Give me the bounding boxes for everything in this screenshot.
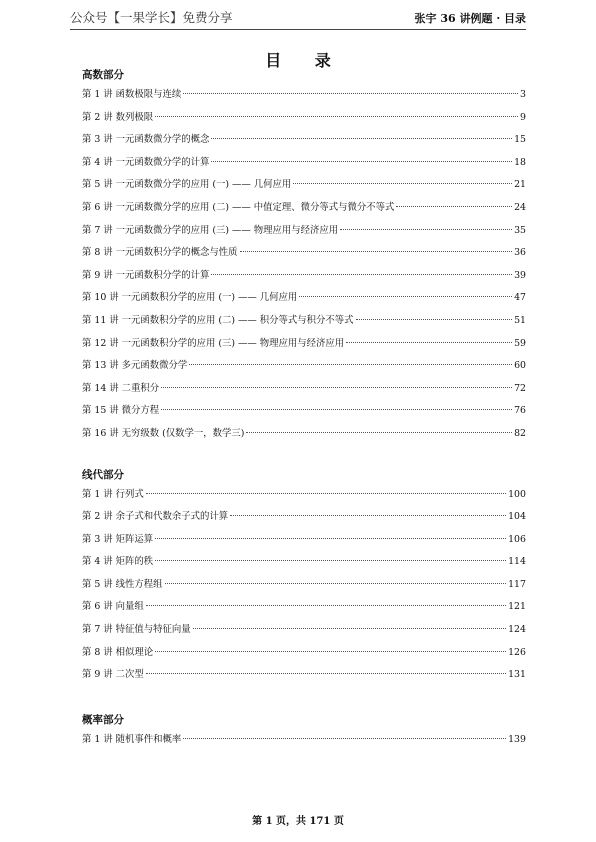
toc-entry[interactable]	[82, 242, 526, 265]
dot-leader	[230, 515, 506, 516]
toc-entry-page: 39	[514, 269, 526, 281]
toc-entry[interactable]	[82, 529, 526, 552]
toc-entry-label: 第 12 讲 一元函数积分学的应用 (三) —— 物理应用与经济应用	[82, 337, 345, 349]
toc-entry[interactable]	[82, 197, 526, 220]
toc-entry[interactable]	[82, 378, 526, 401]
toc-entry[interactable]	[82, 423, 526, 446]
header-source: 公众号【一果学长】免费分享	[70, 10, 233, 25]
toc-entry-page: 100	[508, 488, 526, 500]
toc-entry-label: 第 10 讲 一元函数积分学的应用 (一) —— 几何应用	[82, 292, 298, 304]
toc-entry-page: 3	[520, 89, 526, 100]
section-title: 概率部分	[82, 713, 124, 726]
toc-entry[interactable]	[82, 574, 526, 597]
toc-section-calculus	[82, 66, 526, 446]
dot-leader	[146, 673, 506, 674]
toc-entry-page: 35	[514, 224, 526, 236]
toc-entry-page: 15	[514, 134, 526, 146]
toc-entry-label: 第 6 讲 一元函数微分学的应用 (二) —— 中值定理、微分等式与微分不等式	[82, 201, 395, 213]
dot-leader	[211, 274, 512, 275]
toc-title: 目 录	[265, 51, 345, 70]
toc-entry[interactable]	[82, 287, 526, 310]
toc-entry-page: 18	[514, 156, 526, 168]
dot-leader	[246, 432, 512, 433]
dot-leader	[356, 319, 513, 320]
toc-entry-label: 第 9 讲 二次型	[82, 669, 144, 681]
dot-leader	[211, 161, 512, 162]
dot-leader	[396, 206, 512, 207]
toc-entry[interactable]	[82, 596, 526, 619]
toc-entry[interactable]	[82, 729, 526, 752]
dot-leader	[155, 538, 506, 539]
toc-entry-label: 第 9 讲 一元函数积分学的计算	[82, 269, 210, 281]
dot-leader	[346, 342, 512, 343]
toc-entry-label: 第 15 讲 微分方程	[82, 405, 160, 417]
toc-entry[interactable]	[82, 664, 526, 687]
toc-entry-page: 21	[514, 179, 526, 191]
dot-leader	[146, 493, 506, 494]
toc-entry-page: 131	[508, 669, 526, 681]
dot-leader	[183, 738, 506, 739]
toc-entry[interactable]	[82, 265, 526, 288]
dot-leader	[165, 583, 507, 584]
dot-leader	[161, 409, 512, 410]
dot-leader	[183, 93, 518, 94]
dot-leader	[340, 229, 512, 230]
toc-entry[interactable]	[82, 107, 526, 130]
dot-leader	[155, 651, 506, 652]
section-title: 线代部分	[82, 468, 124, 481]
toc-entry[interactable]	[82, 333, 526, 356]
toc-entry-page: 72	[514, 382, 526, 394]
dot-leader	[211, 138, 512, 139]
toc-entry-page: 106	[508, 533, 526, 545]
toc-entry-label: 第 1 讲 函数极限与连续	[82, 89, 182, 100]
toc-entry[interactable]	[82, 152, 526, 175]
toc-entry-label: 第 2 讲 余子式和代数余子式的计算	[82, 511, 229, 523]
toc-entry-label: 第 14 讲 二重积分	[82, 382, 160, 394]
toc-list	[82, 84, 526, 446]
toc-entry[interactable]	[82, 174, 526, 197]
toc-entry[interactable]	[82, 355, 526, 378]
toc-entry-page: 60	[514, 360, 526, 372]
toc-list	[82, 484, 526, 687]
toc-entry-label: 第 1 讲 行列式	[82, 488, 144, 500]
toc-entry-label: 第 5 讲 线性方程组	[82, 578, 163, 590]
toc-entry-page: 124	[508, 624, 526, 636]
toc-entry-label: 第 7 讲 一元函数微分学的应用 (三) —— 物理应用与经济应用	[82, 224, 339, 236]
toc-entry-label: 第 13 讲 多元函数微分学	[82, 360, 188, 372]
dot-leader	[146, 605, 506, 606]
dot-leader	[240, 251, 513, 252]
toc-entry-page: 139	[508, 733, 526, 745]
toc-entry[interactable]	[82, 129, 526, 152]
toc-entry-label: 第 8 讲 一元函数积分学的概念与性质	[82, 247, 238, 259]
toc-entry[interactable]	[82, 220, 526, 243]
dot-leader	[155, 560, 506, 561]
toc-entry-page: 82	[514, 427, 526, 439]
dot-leader	[155, 116, 518, 117]
toc-entry-page: 117	[508, 578, 526, 590]
toc-entry-page: 59	[514, 337, 526, 349]
toc-entry-page: 114	[508, 556, 526, 568]
toc-entry-label: 第 3 讲 一元函数微分学的概念	[82, 134, 210, 146]
toc-entry-label: 第 7 讲 特征值与特征向量	[82, 624, 191, 636]
dot-leader	[299, 296, 512, 297]
page-footer: 第 1 页，共 171 页	[252, 816, 344, 827]
toc-entry[interactable]	[82, 642, 526, 665]
toc-entry-label: 第 2 讲 数列极限	[82, 111, 154, 123]
toc-entry-label: 第 4 讲 一元函数微分学的计算	[82, 156, 210, 168]
toc-entry-page: 104	[508, 511, 526, 523]
toc-entry[interactable]	[82, 400, 526, 423]
toc-entry[interactable]	[82, 484, 526, 507]
toc-entry-page: 47	[514, 292, 526, 304]
toc-list	[82, 729, 526, 752]
toc-entry-label: 第 3 讲 矩阵运算	[82, 533, 154, 545]
dot-leader	[161, 387, 512, 388]
toc-entry-page: 36	[514, 247, 526, 259]
toc-entry-page: 9	[520, 111, 526, 123]
dot-leader	[293, 183, 512, 184]
toc-entry-label: 第 8 讲 相似理论	[82, 646, 154, 658]
toc-entry[interactable]	[82, 84, 526, 107]
toc-entry[interactable]	[82, 310, 526, 333]
toc-entry-page: 121	[508, 601, 526, 613]
toc-section-probability	[82, 711, 526, 752]
header-title: 张宇 36 讲例题 · 目录	[414, 12, 526, 25]
toc-entry[interactable]	[82, 506, 526, 529]
toc-section-linear-algebra	[82, 466, 526, 687]
toc-entry-label: 第 4 讲 矩阵的秩	[82, 556, 154, 568]
toc-entry-page: 51	[514, 314, 526, 326]
toc-entry[interactable]	[82, 551, 526, 574]
dot-leader	[193, 628, 506, 629]
toc-entry[interactable]	[82, 619, 526, 642]
toc-entry-page: 24	[514, 201, 526, 213]
page-header	[70, 8, 526, 30]
section-title: 高数部分	[82, 69, 124, 81]
toc-entry-label: 第 5 讲 一元函数微分学的应用 (一) —— 几何应用	[82, 179, 292, 191]
toc-entry-label: 第 1 讲 随机事件和概率	[82, 733, 182, 745]
toc-entry-page: 76	[514, 405, 526, 417]
toc-entry-page: 126	[508, 646, 526, 658]
toc-entry-label: 第 16 讲 无穷级数 (仅数学一，数学三)	[82, 427, 245, 439]
toc-entry-label: 第 11 讲 一元函数积分学的应用 (二) —— 积分等式与积分不等式	[82, 314, 354, 326]
toc-content	[82, 66, 526, 751]
dot-leader	[189, 364, 512, 365]
toc-entry-label: 第 6 讲 向量组	[82, 601, 144, 613]
